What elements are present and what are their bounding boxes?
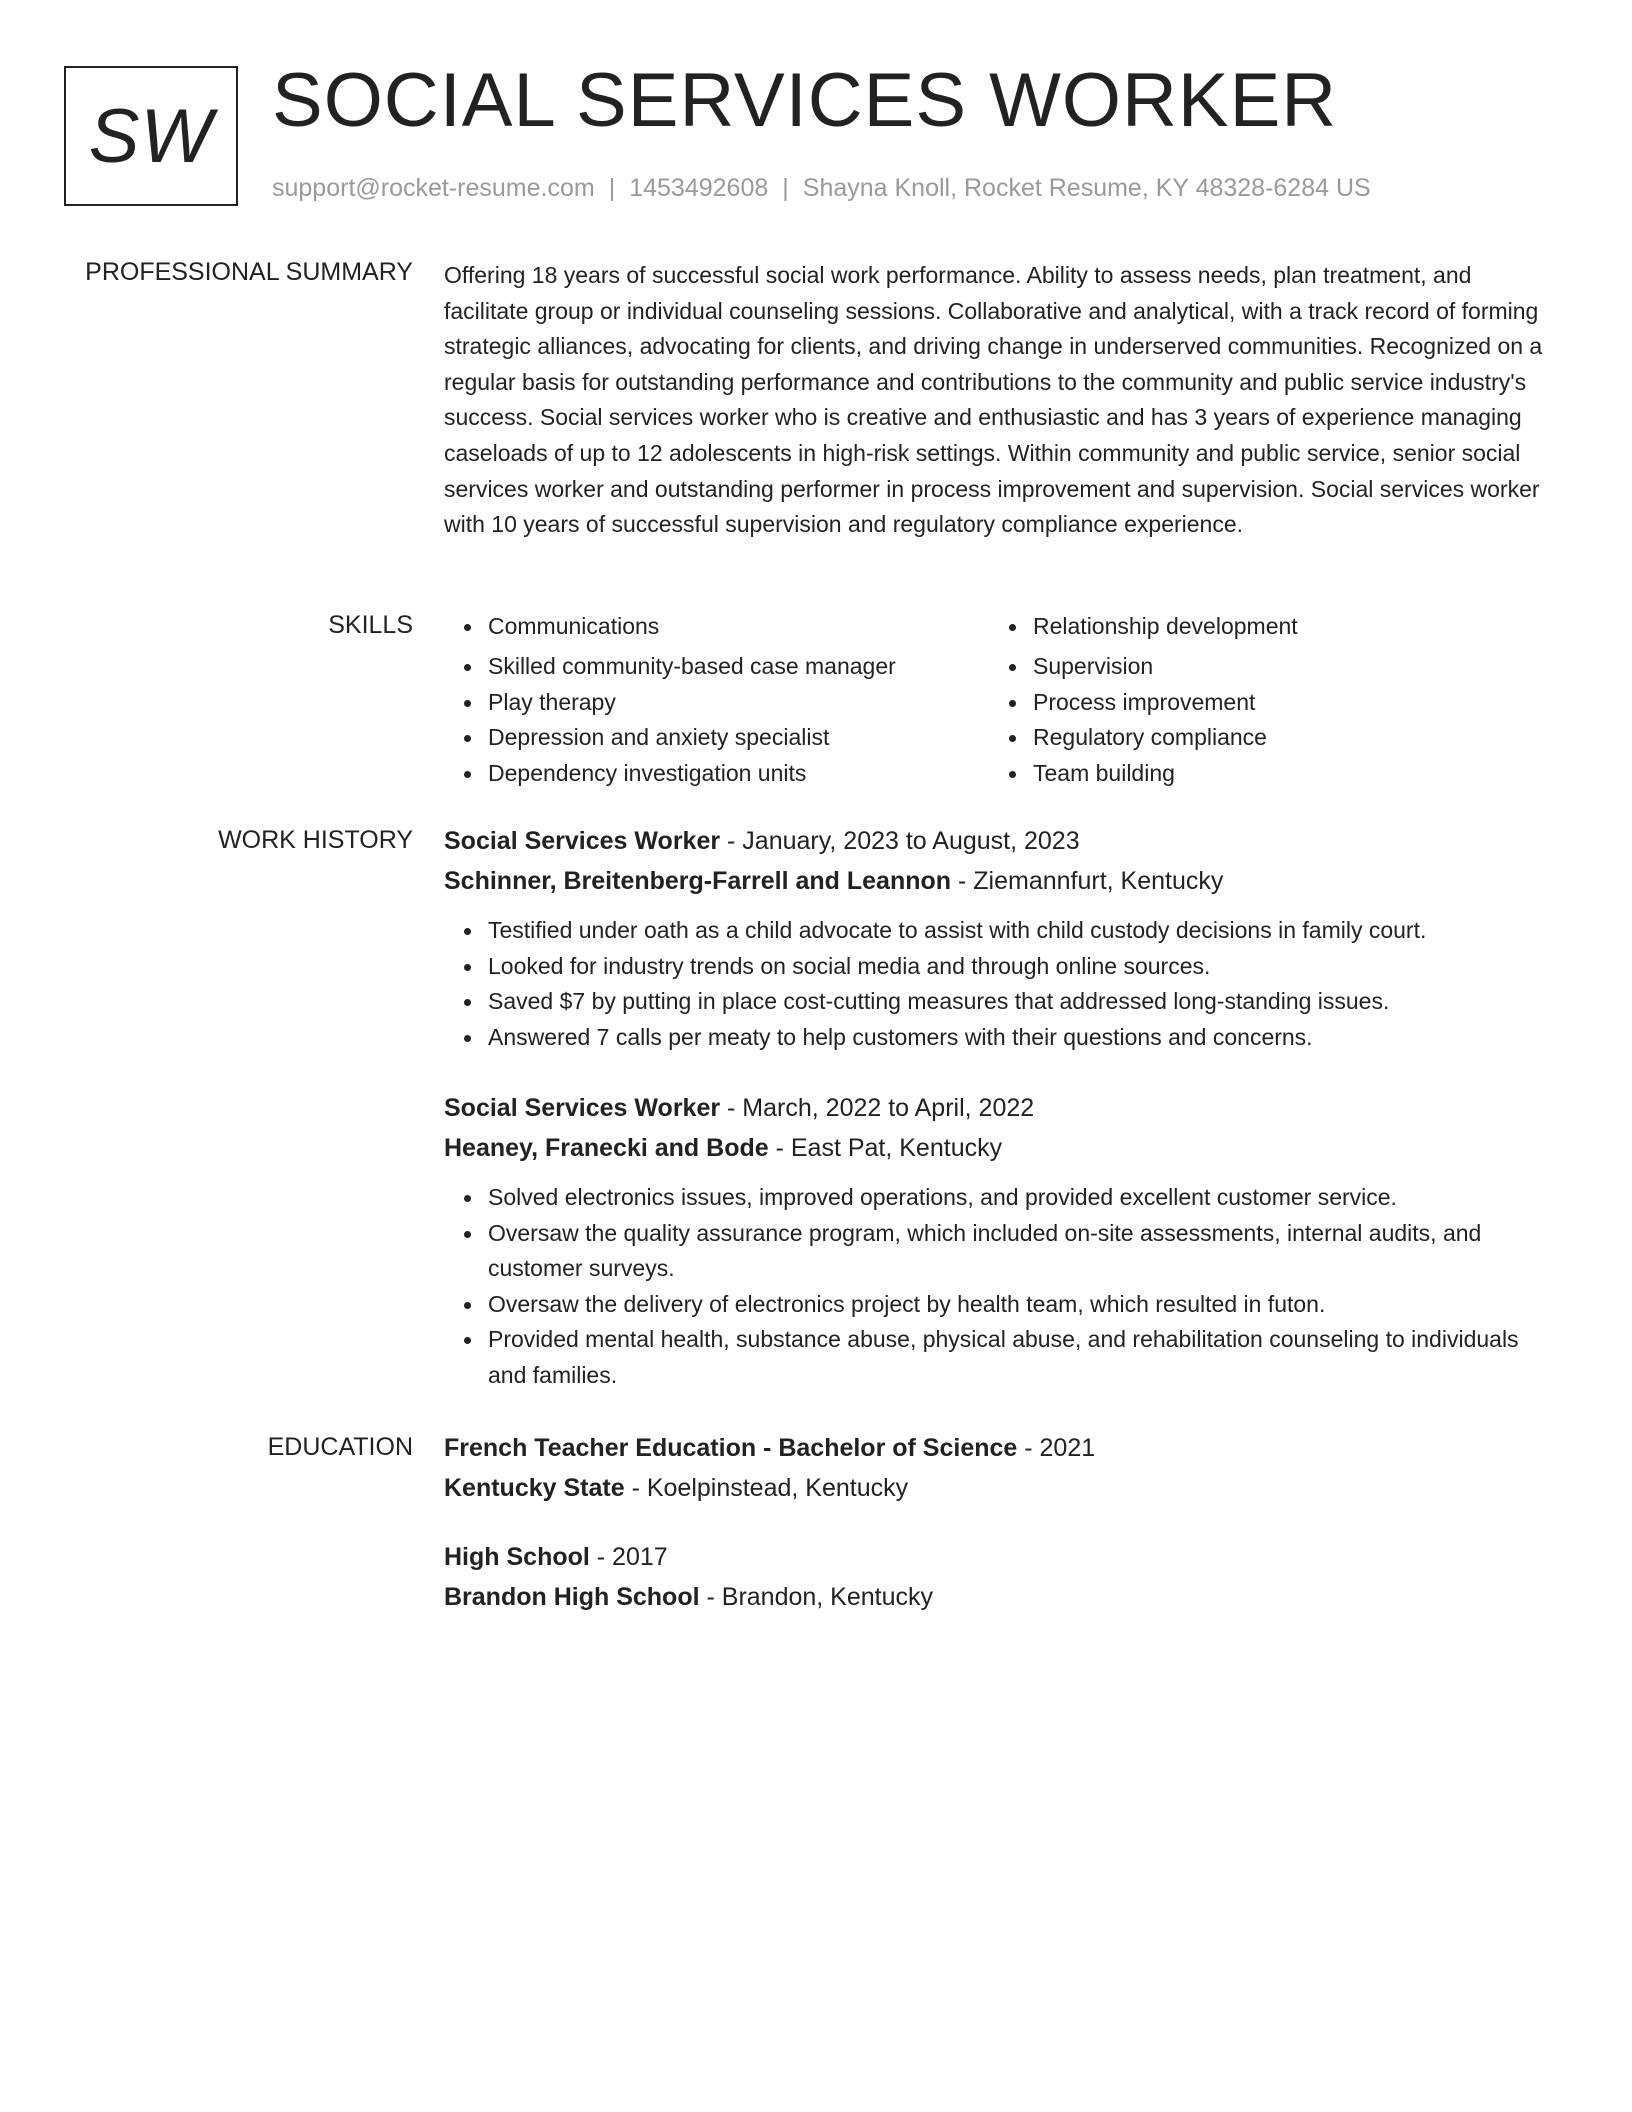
bullet-icon <box>464 771 471 778</box>
list-item: Saved $7 by putting in place cost-cutting measures that addressed long-standing issues. <box>488 984 1559 1020</box>
summary-section <box>444 258 1559 543</box>
skills-column-2 <box>989 609 1298 791</box>
list-item: Testified under oath as a child advocate to assist with child custody decisions in family court. <box>488 913 1559 949</box>
education-degree: French Teacher Education - Bachelor of Science <box>444 1434 1018 1462</box>
list-item: Provided mental health, substance abuse, physical abuse, and rehabilitation counseling to individuals and families. <box>488 1322 1559 1393</box>
bullet-icon <box>464 1337 471 1344</box>
bullet-icon <box>464 700 471 707</box>
job-title: Social Services Worker <box>444 1094 721 1122</box>
education-school: Kentucky State <box>444 1473 625 1502</box>
skills-column-1 <box>444 609 989 791</box>
page-title: SOCIAL SERVICES WORKER <box>272 58 1338 143</box>
bullet-icon <box>464 1231 471 1238</box>
skill-item: Communications <box>488 609 989 649</box>
skill-item: Regulatory compliance <box>1033 720 1298 756</box>
job-title-line <box>444 822 1559 862</box>
job-location: - East Pat, Kentucky <box>768 1133 1003 1162</box>
education-entry <box>444 1538 1559 1617</box>
job-title: Social Services Worker <box>444 827 721 855</box>
skills-section <box>444 609 1559 791</box>
education-degree-line <box>444 1429 1559 1469</box>
section-label-skills: SKILLS <box>328 611 413 639</box>
job-location: - Ziemannfurt, Kentucky <box>951 866 1224 895</box>
education-year: - 2017 <box>589 1543 668 1571</box>
bullet-icon <box>464 735 471 742</box>
job-company-line <box>444 1129 1559 1169</box>
job-company-line <box>444 862 1559 902</box>
job-bullets <box>444 1180 1559 1394</box>
skill-item: Play therapy <box>488 685 989 721</box>
bullet-icon <box>464 1302 471 1309</box>
summary-text: Offering 18 years of successful social work performance. Ability to assess needs, plan treatment, and facilitate group or individual counseling sessions. Collaborative and analytical, with a track record of forming strategic alliances, advocating for clients, and driving change in underserved communities. Recognized on a regular basis for outstanding performance and contributions to the community and public service industry's success. Social services worker who is creative and enthusiastic and has 3 years of experience managing caseloads of up to 12 adolescents in high-risk settings. Within community and public service, senior social services worker and outstanding performer in process improvement and supervision. Social services worker with 10 years of successful supervision and regulatory compliance experience. <box>444 262 1543 538</box>
job-entry <box>444 822 1559 1055</box>
contact-address: Shayna Knoll, Rocket Resume, KY 48328-6284 US <box>802 174 1371 202</box>
bullet-icon <box>464 1195 471 1202</box>
education-location: - Koelpinstead, Kentucky <box>624 1473 909 1502</box>
bullet-icon <box>464 928 471 935</box>
list-item: Answered 7 calls per meaty to help customers with their questions and concerns. <box>488 1020 1559 1056</box>
job-dates: - March, 2022 to April, 2022 <box>720 1094 1035 1122</box>
skill-item: Process improvement <box>1033 685 1298 721</box>
job-entry <box>444 1089 1559 1394</box>
education-school-line <box>444 1578 1559 1618</box>
list-item: Oversaw the delivery of electronics project by health team, which resulted in futon. <box>488 1287 1559 1323</box>
education-year: - 2021 <box>1017 1434 1096 1462</box>
contact-line <box>272 174 1371 203</box>
job-title-line <box>444 1089 1559 1129</box>
skill-item: Supervision <box>1033 649 1298 685</box>
education-degree: High School <box>444 1543 590 1571</box>
list-item: Looked for industry trends on social media and through online sources. <box>488 949 1559 985</box>
list-item: Oversaw the quality assurance program, which included on-site assessments, internal audits, and customer surveys. <box>488 1216 1559 1287</box>
bullet-icon <box>1009 700 1016 707</box>
section-label-summary: PROFESSIONAL SUMMARY <box>85 258 413 286</box>
bullet-icon <box>1009 771 1016 778</box>
bullet-icon <box>1009 735 1016 742</box>
skill-item: Team building <box>1033 756 1298 792</box>
job-company: Schinner, Breitenberg-Farrell and Leannon <box>444 866 952 895</box>
contact-separator: | <box>782 174 789 202</box>
bullet-icon <box>464 964 471 971</box>
section-label-work-history: WORK HISTORY <box>218 826 413 854</box>
skill-item: Skilled community-based case manager <box>488 649 989 685</box>
bullet-icon <box>464 999 471 1006</box>
education-degree-line <box>444 1538 1559 1578</box>
education-location: - Brandon, Kentucky <box>699 1582 934 1611</box>
bullet-icon <box>464 624 471 631</box>
skill-item: Dependency investigation units <box>488 756 989 792</box>
monogram-box: SW <box>64 66 238 206</box>
education-school: Brandon High School <box>444 1582 700 1611</box>
bullet-icon <box>464 1035 471 1042</box>
section-label-education: EDUCATION <box>267 1433 413 1461</box>
skill-item: Depression and anxiety specialist <box>488 720 989 756</box>
job-company: Heaney, Franecki and Bode <box>444 1133 769 1162</box>
bullet-icon <box>1009 664 1016 671</box>
contact-phone[interactable]: 1453492608 <box>629 174 769 202</box>
bullet-icon <box>464 664 471 671</box>
bullet-icon <box>1009 624 1016 631</box>
contact-separator: | <box>608 174 616 202</box>
job-dates: - January, 2023 to August, 2023 <box>720 827 1080 855</box>
list-item: Solved electronics issues, improved operations, and provided excellent customer service. <box>488 1180 1559 1216</box>
skill-item: Relationship development <box>1033 609 1298 649</box>
education-school-line <box>444 1469 1559 1509</box>
contact-email[interactable]: support@rocket-resume.com <box>272 174 595 202</box>
job-bullets <box>444 913 1559 1055</box>
education-entry <box>444 1429 1559 1508</box>
